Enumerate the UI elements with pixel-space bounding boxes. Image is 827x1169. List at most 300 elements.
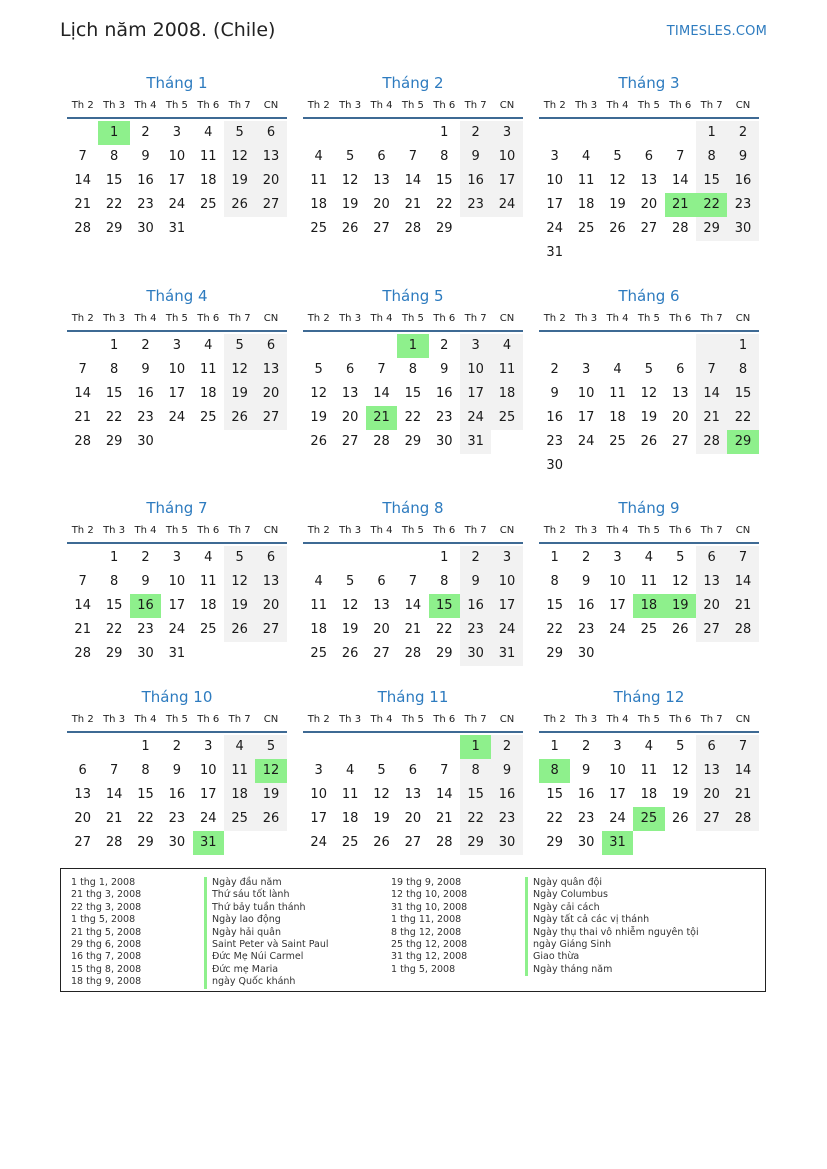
month-title: Tháng 2 <box>382 74 444 92</box>
day-grid <box>67 546 287 666</box>
weekday-label: Th 6 <box>197 714 220 725</box>
day-cell: 21 <box>727 783 758 807</box>
day-cell: 6 <box>255 334 286 358</box>
day-cell: 16 <box>491 783 522 807</box>
day-cell: 24 <box>199 811 217 826</box>
empty-cell <box>366 121 397 145</box>
week-row <box>67 759 287 783</box>
day-cell: 28 <box>671 221 689 236</box>
month-12 <box>539 686 759 855</box>
day-cell: 3 <box>172 338 181 353</box>
empty-cell <box>67 121 98 145</box>
week-row <box>303 831 523 855</box>
day-cell: 28 <box>105 835 123 850</box>
day-cell: 25 <box>199 197 217 212</box>
day-cell: 22 <box>435 622 453 637</box>
day-cell: 7 <box>78 574 87 589</box>
day-cell: 29 <box>137 835 154 850</box>
day-cell: 2 <box>460 121 491 145</box>
day-grid <box>67 735 287 855</box>
week-row <box>539 831 759 855</box>
weekday-label: CN <box>263 313 279 324</box>
day-cell: 4 <box>644 550 653 565</box>
day-cell: 20 <box>640 197 658 212</box>
empty-cell <box>539 121 570 145</box>
empty-cell <box>727 831 758 855</box>
day-cell: 19 <box>224 169 255 193</box>
day-grid <box>539 546 759 666</box>
brand-link[interactable]: TIMESLES.COM <box>666 24 767 39</box>
empty-cell <box>665 334 696 358</box>
day-cell: 30 <box>577 835 595 850</box>
legend-holiday-name: Ngày thụ thai vô nhiễm nguyên tội <box>525 927 699 939</box>
day-cell: 10 <box>546 173 563 188</box>
day-cell: 4 <box>224 735 255 759</box>
day-cell: 15 <box>546 598 563 613</box>
week-row <box>539 382 759 406</box>
day-cell: 19 <box>255 783 286 807</box>
empty-cell <box>727 454 758 478</box>
day-cell: 27 <box>373 646 390 661</box>
day-cell: 21 <box>74 410 91 425</box>
day-cell: 18 <box>224 783 255 807</box>
day-cell: 23 <box>577 811 595 826</box>
day-cell: 11 <box>341 787 359 802</box>
week-row <box>303 546 523 570</box>
day-cell: 31 <box>491 642 522 666</box>
day-cell: 24 <box>310 835 327 850</box>
day-grid <box>539 735 759 855</box>
day-cell: 12 <box>224 570 255 594</box>
day-cell: 8 <box>141 763 150 778</box>
day-cell: 15 <box>137 787 154 802</box>
day-cell: 22 <box>727 406 758 430</box>
empty-cell <box>696 241 727 265</box>
week-row <box>539 358 759 382</box>
weekday-label: Th 6 <box>197 525 220 536</box>
day-cell: 11 <box>224 759 255 783</box>
day-cell: 3 <box>581 362 591 377</box>
empty-cell <box>665 831 696 855</box>
day-cell: 2 <box>727 121 758 145</box>
day-cell: 10 <box>460 358 491 382</box>
day-cell: 24 <box>168 622 186 637</box>
weekday-label: Th 7 <box>700 525 723 536</box>
day-cell: 20 <box>255 382 286 406</box>
legend-holiday-name: Saint Peter và Saint Paul <box>204 939 329 951</box>
empty-cell <box>727 241 758 265</box>
day-cell: 6 <box>696 735 727 759</box>
day-cell: 20 <box>373 622 390 637</box>
day-cell: 18 <box>609 410 626 425</box>
weekday-label: Th 5 <box>165 100 188 111</box>
day-cell: 4 <box>581 149 591 164</box>
empty-cell <box>696 642 727 666</box>
day-cell: 7 <box>727 735 758 759</box>
day-cell: 3 <box>491 546 522 570</box>
weekday-header <box>539 311 759 327</box>
week-row <box>539 121 759 145</box>
empty-cell <box>397 121 428 145</box>
day-cell: 9 <box>550 386 559 401</box>
day-cell: 30 <box>168 835 186 850</box>
day-cell: 9 <box>581 574 591 589</box>
weekday-header <box>303 98 523 114</box>
legend-holiday-name: Ngày Columbus <box>525 889 699 901</box>
day-cell: 31 <box>546 245 563 260</box>
day-grid <box>303 121 523 241</box>
day-cell: 17 <box>168 598 186 613</box>
weekday-label: Th 2 <box>307 525 330 536</box>
month-title: Tháng 9 <box>618 499 680 517</box>
weekday-header <box>539 712 759 728</box>
weekday-label: Th 6 <box>433 525 456 536</box>
day-cell: 19 <box>341 622 359 637</box>
day-cell: 31 <box>193 831 224 855</box>
day-cell: 2 <box>491 735 522 759</box>
month-9 <box>539 497 759 666</box>
day-cell: 22 <box>546 811 563 826</box>
weekday-label: Th 6 <box>433 100 456 111</box>
day-cell: 29 <box>727 430 758 454</box>
day-cell: 21 <box>404 622 422 637</box>
header-rule <box>303 117 523 119</box>
legend-col1-names <box>204 877 329 989</box>
week-row <box>539 169 759 193</box>
day-cell: 18 <box>640 787 658 802</box>
day-cell: 18 <box>199 598 217 613</box>
header-rule <box>539 117 759 119</box>
weekday-label: Th 4 <box>134 525 157 536</box>
day-cell: 30 <box>491 831 522 855</box>
day-cell: 12 <box>341 173 359 188</box>
day-cell: 8 <box>727 358 758 382</box>
empty-cell <box>397 735 428 759</box>
month-title: Tháng 6 <box>618 287 680 305</box>
day-cell: 27 <box>255 618 286 642</box>
day-cell: 20 <box>696 783 727 807</box>
empty-cell <box>224 642 255 666</box>
day-cell: 26 <box>310 434 327 449</box>
month-title: Tháng 10 <box>141 688 213 706</box>
day-cell: 4 <box>345 763 355 778</box>
day-cell: 11 <box>609 386 626 401</box>
week-row <box>539 241 759 265</box>
month-title: Tháng 3 <box>618 74 680 92</box>
month-4 <box>67 285 287 454</box>
day-cell: 23 <box>435 410 453 425</box>
day-cell: 12 <box>224 145 255 169</box>
day-cell: 24 <box>168 197 186 212</box>
day-cell: 17 <box>577 410 595 425</box>
day-cell: 29 <box>546 646 563 661</box>
day-cell: 4 <box>204 338 213 353</box>
week-row <box>303 642 523 666</box>
day-cell: 5 <box>345 574 355 589</box>
day-cell: 19 <box>341 197 359 212</box>
weekday-label: Th 5 <box>401 100 424 111</box>
week-row <box>539 145 759 169</box>
day-cell: 29 <box>105 221 123 236</box>
month-title: Tháng 12 <box>613 688 685 706</box>
day-cell: 29 <box>105 434 123 449</box>
week-row <box>539 217 759 241</box>
day-cell: 6 <box>255 546 286 570</box>
week-row <box>67 145 287 169</box>
weekday-label: CN <box>735 100 751 111</box>
day-cell: 16 <box>460 594 491 618</box>
weekday-label: Th 2 <box>71 313 94 324</box>
day-cell: 1 <box>460 735 491 759</box>
day-cell: 8 <box>109 362 119 377</box>
day-cell: 26 <box>341 221 359 236</box>
empty-cell <box>602 454 633 478</box>
day-cell: 11 <box>199 149 217 164</box>
week-row <box>67 831 287 855</box>
day-cell: 9 <box>172 763 181 778</box>
day-cell: 5 <box>613 149 622 164</box>
day-cell: 4 <box>613 362 622 377</box>
day-cell: 4 <box>491 334 522 358</box>
day-cell: 12 <box>640 386 658 401</box>
day-cell: 14 <box>435 787 453 802</box>
weekday-label: Th 5 <box>637 714 660 725</box>
day-cell: 7 <box>676 149 685 164</box>
empty-cell <box>602 642 633 666</box>
weekday-label: CN <box>263 100 279 111</box>
day-cell: 21 <box>665 193 696 217</box>
day-cell: 5 <box>345 149 355 164</box>
empty-cell <box>334 334 365 358</box>
empty-cell <box>570 241 601 265</box>
weekday-label: CN <box>735 714 751 725</box>
day-cell: 18 <box>577 197 595 212</box>
weekday-label: Th 5 <box>637 525 660 536</box>
day-cell: 28 <box>696 430 727 454</box>
legend-holiday-name: Ngày hải quân <box>204 927 329 939</box>
empty-cell <box>255 430 286 454</box>
day-cell: 19 <box>373 811 390 826</box>
day-cell: 3 <box>172 125 181 140</box>
day-cell: 5 <box>676 550 685 565</box>
weekday-header <box>539 523 759 539</box>
day-cell: 14 <box>105 787 123 802</box>
day-cell: 1 <box>696 121 727 145</box>
legend-col1-dates <box>71 877 141 989</box>
header-rule <box>303 330 523 332</box>
empty-cell <box>98 735 129 759</box>
weekday-label: CN <box>499 525 515 536</box>
day-cell: 23 <box>546 434 563 449</box>
weekday-label: Th 4 <box>606 714 629 725</box>
month-6 <box>539 285 759 478</box>
month-1 <box>67 72 287 241</box>
day-cell: 17 <box>491 169 522 193</box>
legend-holiday-name: Đức mẹ Maria <box>204 964 329 976</box>
day-cell: 28 <box>435 835 453 850</box>
empty-cell <box>224 217 255 241</box>
empty-cell <box>633 334 664 358</box>
empty-cell <box>602 121 633 145</box>
weekday-label: CN <box>499 714 515 725</box>
header-rule <box>539 542 759 544</box>
day-cell: 17 <box>199 787 217 802</box>
week-row <box>67 570 287 594</box>
day-cell: 9 <box>581 763 591 778</box>
header-rule <box>67 731 287 733</box>
weekday-label: Th 7 <box>228 714 251 725</box>
day-cell: 6 <box>345 362 355 377</box>
day-cell: 17 <box>168 173 186 188</box>
day-cell: 10 <box>168 149 186 164</box>
day-cell: 30 <box>137 221 154 236</box>
weekday-label: Th 7 <box>464 100 487 111</box>
weekday-label: Th 2 <box>307 313 330 324</box>
day-cell: 31 <box>460 430 491 454</box>
day-cell: 28 <box>727 618 758 642</box>
day-cell: 23 <box>168 811 186 826</box>
week-row <box>539 193 759 217</box>
day-cell: 24 <box>491 193 522 217</box>
holiday-legend <box>60 868 766 992</box>
day-cell: 8 <box>550 574 559 589</box>
week-row <box>303 759 523 783</box>
legend-holiday-name: Ngày tất cả các vị thánh <box>525 914 699 926</box>
day-cell: 11 <box>640 763 658 778</box>
day-cell: 17 <box>168 386 186 401</box>
weekday-label: Th 3 <box>103 525 126 536</box>
day-cell: 21 <box>74 197 91 212</box>
week-row <box>303 406 523 430</box>
day-cell: 16 <box>546 410 563 425</box>
legend-holiday-name: Ngày tháng năm <box>525 964 699 976</box>
month-7 <box>67 497 287 666</box>
week-row <box>539 759 759 783</box>
legend-holiday-date: 18 thg 9, 2008 <box>71 976 142 988</box>
day-cell: 28 <box>727 807 758 831</box>
legend-holiday-date: 25 thg 12, 2008 <box>391 938 468 950</box>
legend-holiday-date: 8 thg 12, 2008 <box>391 926 462 938</box>
weekday-label: CN <box>263 714 279 725</box>
empty-cell <box>161 430 192 454</box>
day-cell: 26 <box>341 646 359 661</box>
legend-holiday-name: ngày Quốc khánh <box>204 976 329 988</box>
day-cell: 3 <box>550 149 559 164</box>
day-cell: 6 <box>696 546 727 570</box>
empty-cell <box>67 735 98 759</box>
day-cell: 24 <box>491 618 522 642</box>
day-cell: 16 <box>577 787 595 802</box>
month-title: Tháng 4 <box>146 287 208 305</box>
day-cell: 15 <box>105 173 123 188</box>
weekday-header <box>67 311 287 327</box>
weekday-label: Th 2 <box>71 714 94 725</box>
month-2 <box>303 72 523 241</box>
empty-cell <box>67 546 98 570</box>
month-5 <box>303 285 523 454</box>
day-cell: 27 <box>640 221 658 236</box>
day-cell: 27 <box>671 434 689 449</box>
empty-cell <box>366 735 397 759</box>
empty-cell <box>460 217 491 241</box>
weekday-label: Th 5 <box>637 100 660 111</box>
day-cell: 14 <box>74 386 91 401</box>
day-cell: 3 <box>314 763 323 778</box>
day-cell: 9 <box>141 149 150 164</box>
day-cell: 13 <box>255 358 286 382</box>
day-cell: 9 <box>460 145 491 169</box>
day-cell: 10 <box>609 574 626 589</box>
day-cell: 13 <box>696 759 727 783</box>
day-cell: 14 <box>74 598 91 613</box>
week-row <box>303 382 523 406</box>
empty-cell <box>303 334 334 358</box>
week-row <box>67 594 287 618</box>
header-rule <box>67 330 287 332</box>
week-row <box>303 594 523 618</box>
day-cell: 19 <box>224 594 255 618</box>
day-cell: 13 <box>255 145 286 169</box>
weekday-label: Th 3 <box>339 525 362 536</box>
month-title: Tháng 11 <box>377 688 449 706</box>
empty-cell <box>397 546 428 570</box>
weekday-label: Th 3 <box>103 714 126 725</box>
weekday-label: Th 2 <box>543 313 566 324</box>
weekday-label: CN <box>499 100 515 111</box>
weekday-label: Th 3 <box>575 100 598 111</box>
day-cell: 20 <box>671 410 689 425</box>
day-cell: 20 <box>255 594 286 618</box>
empty-cell <box>193 430 224 454</box>
day-cell: 25 <box>491 406 522 430</box>
week-row <box>67 406 287 430</box>
day-cell: 8 <box>408 362 417 377</box>
weekday-label: Th 5 <box>637 313 660 324</box>
empty-cell <box>602 241 633 265</box>
week-row <box>67 807 287 831</box>
day-cell: 20 <box>696 594 727 618</box>
month-title: Tháng 1 <box>146 74 208 92</box>
day-cell: 1 <box>550 739 559 754</box>
empty-cell <box>303 121 334 145</box>
day-cell: 12 <box>341 598 359 613</box>
week-row <box>67 735 287 759</box>
day-cell: 23 <box>137 197 154 212</box>
day-cell: 1 <box>440 550 449 565</box>
day-cell: 10 <box>310 787 327 802</box>
weekday-label: Th 6 <box>669 313 692 324</box>
day-cell: 15 <box>460 783 491 807</box>
day-cell: 10 <box>491 570 522 594</box>
day-cell: 11 <box>310 598 327 613</box>
day-cell: 23 <box>460 618 491 642</box>
day-cell: 30 <box>137 434 154 449</box>
legend-holiday-date: 21 thg 3, 2008 <box>71 889 142 901</box>
day-cell: 23 <box>460 193 491 217</box>
header-rule <box>539 330 759 332</box>
day-cell: 5 <box>676 739 685 754</box>
day-cell: 15 <box>546 787 563 802</box>
day-cell: 24 <box>460 406 491 430</box>
weekday-label: Th 5 <box>165 313 188 324</box>
day-cell: 11 <box>199 362 217 377</box>
empty-cell <box>665 454 696 478</box>
empty-cell <box>665 121 696 145</box>
weekday-label: Th 4 <box>606 100 629 111</box>
empty-cell <box>570 334 601 358</box>
week-row <box>67 217 287 241</box>
day-cell: 1 <box>397 334 428 358</box>
